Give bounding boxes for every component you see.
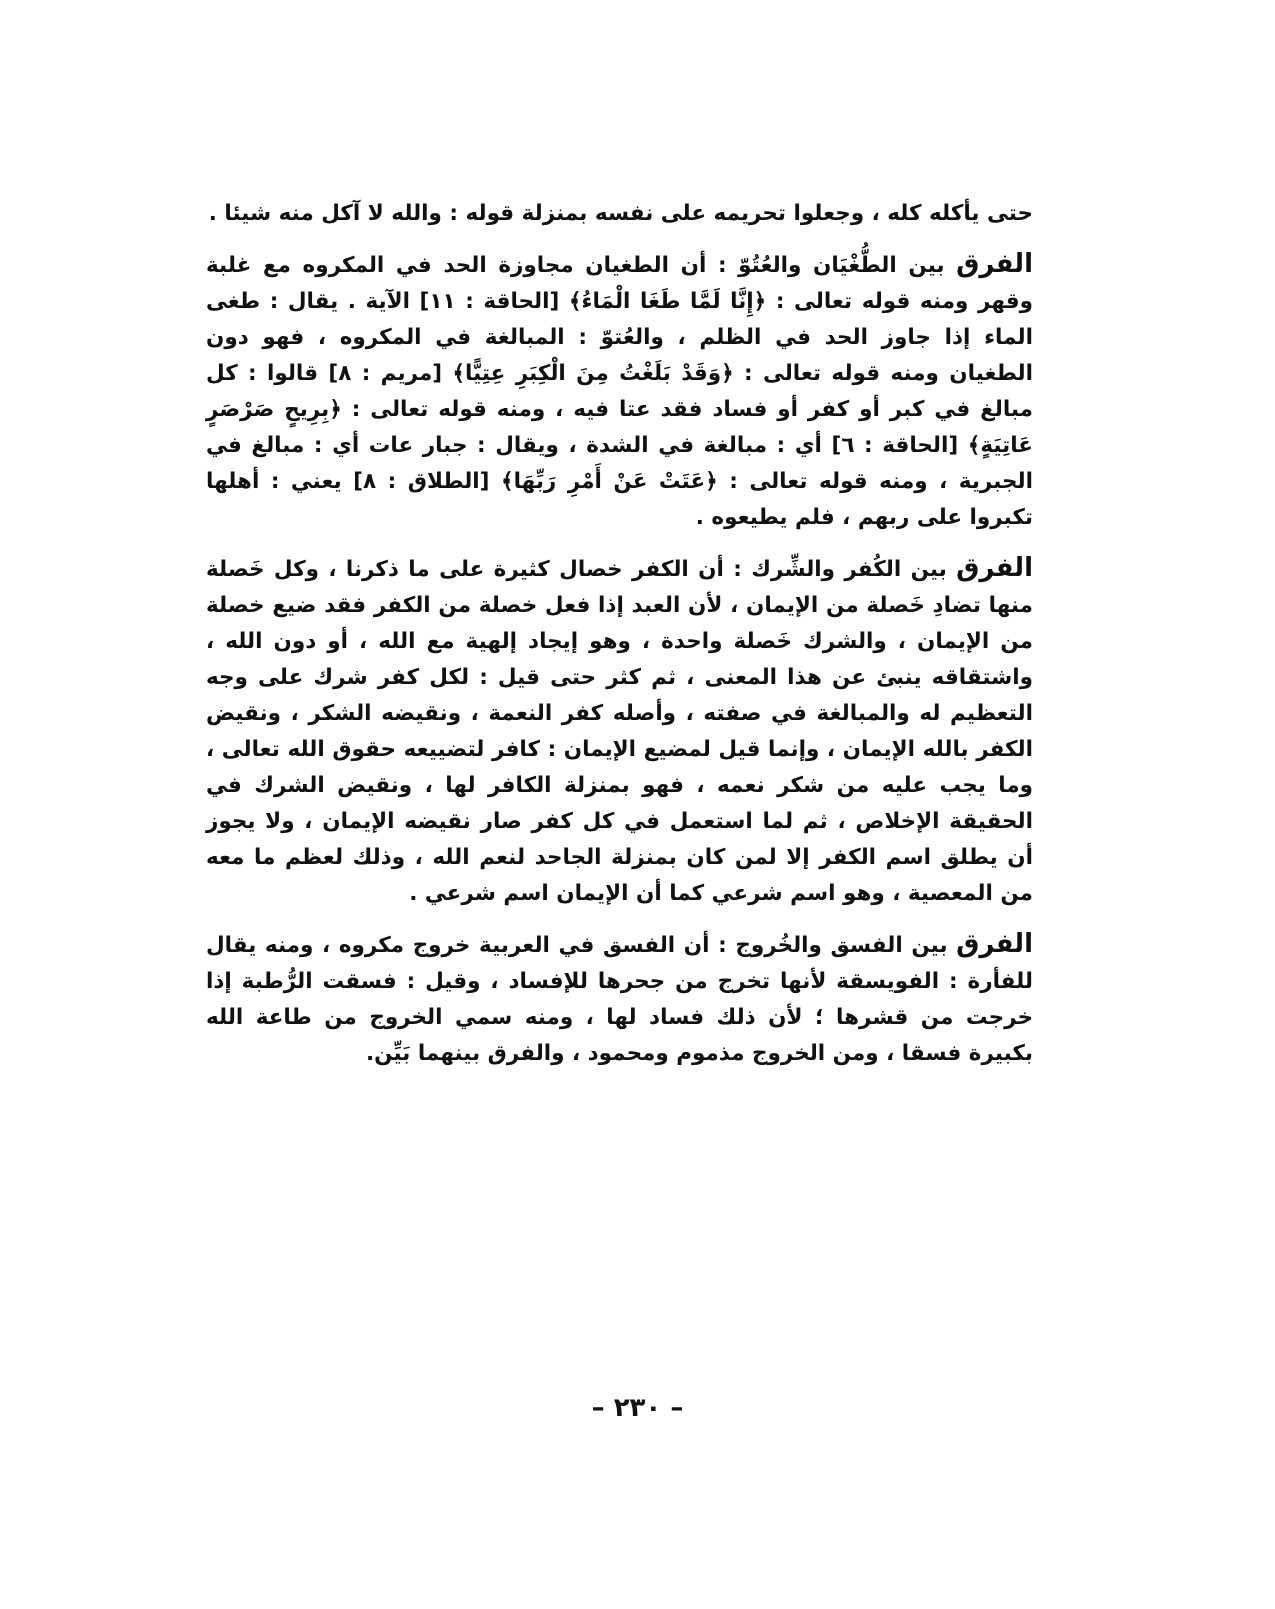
section-heading: الفرق — [956, 249, 1033, 279]
paragraph-body: أن الفسق في العربية خروج مكروه ، ومنه يقال للفأرة : الفويسقة لأنها تخرج من جحرها للإفساد ، وقيل : فسقت الرُّطبة إذا خرجت من قشرها ؛ لأن ذلك فساد لها ، ومنه سمي الخروج من طاعة الله بكبيرة فسقا ، ومن الخروج مذموم ومحمود ، والفرق بينهما بَيِّن. — [206, 933, 1033, 1066]
page-number: – ٢٣٠ – — [591, 1393, 684, 1423]
paragraph-tughyan-utuw — [206, 246, 1033, 536]
section-heading: الفرق — [956, 929, 1033, 959]
section-term: بين الطُّغْيَان والعُتُوّ : — [717, 253, 945, 278]
page-text-block — [206, 196, 1033, 1426]
section-term: بين الفسق والخُروج : — [718, 933, 948, 958]
paragraph-fisq-khuruj — [206, 926, 1033, 1072]
paragraph-body: أن الكفر خصال كثيرة على ما ذكرنا ، وكل خَصلة منها تضادِ خَصلة من الإيمان ، لأن العبد إذا فعل خصلة من الكفر فقد ضيع خصلة من الإيمان ، والشرك خَصلة واحدة ، وهو إيجاد إلهية مع الله ، أو دون الله ، واشتقاقه ينبئ عن هذا المعنى ، ثم كثر حتى قيل : لكل كفر شرك على وجه التعظيم له والمبالغة في صفته ، وأصله كفر النعمة ، ونقيضه الشكر ، ونقيض الكفر بالله الإيمان ، وإنما قيل لمضيع الإيمان : كافر لتضييعه حقوق الله تعالى ، وما يجب عليه من شكر نعمه ، فهو بمنزلة الكافر لها ، ونقيض الشرك في الحقيقة الإخلاص ، ثم لما استعمل في كل كفر صار نقيضه الإيمان ، ولا يجوز أن يطلق اسم الكفر إلا لمن كان بمنزلة الجاحد لنعم الله ، وذلك لعظم ما معه من المعصية ، وهو اسم شرعي كما أن الإيمان اسم شرعي . — [206, 557, 1033, 906]
section-heading: الفرق — [956, 553, 1033, 583]
paragraph-body: أن الطغيان مجاوزة الحد في المكروه مع غلبة وقهر ومنه قوله تعالى : ﴿إِنَّا لَمَّا طَغَا الْمَاءُ﴾ [الحاقة : ١١] الآية . يقال : طغى الماء إذا جاوز الحد في الظلم ، والعُتوّ : المبالغة في المكروه ، فهو دون الطغيان ومنه قوله تعالى : ﴿وَقَدْ بَلَغْتُ مِنَ الْكِبَرِ عِتِيًّا﴾ [مريم : ٨] قالوا : كل مبالغ في كبر أو كفر أو فساد فقد عتا فيه ، ومنه قوله تعالى : ﴿بِرِيحٍ صَرْصَرٍ عَاتِيَةٍ﴾ [الحاقة : ٦] أي : مبالغة في الشدة ، ويقال : جبار عات أي : مبالغ في الجبرية ، ومنه قوله تعالى : ﴿عَتَتْ عَنْ أَمْرِ رَبِّهَا﴾ [الطلاق : ٨] يعني : أهلها تكبروا على ربهم ، فلم يطيعوه . — [206, 253, 1034, 530]
paragraph-continuation — [206, 196, 1033, 232]
paragraph-body: حتى يأكله كله ، وجعلوا تحريمه على نفسه بمنزلة قوله : والله لا آكل منه شيئا . — [208, 201, 1033, 226]
paragraph-kufr-shirk — [206, 550, 1033, 912]
section-term: بين الكُفر والشِّرك : — [733, 557, 947, 582]
